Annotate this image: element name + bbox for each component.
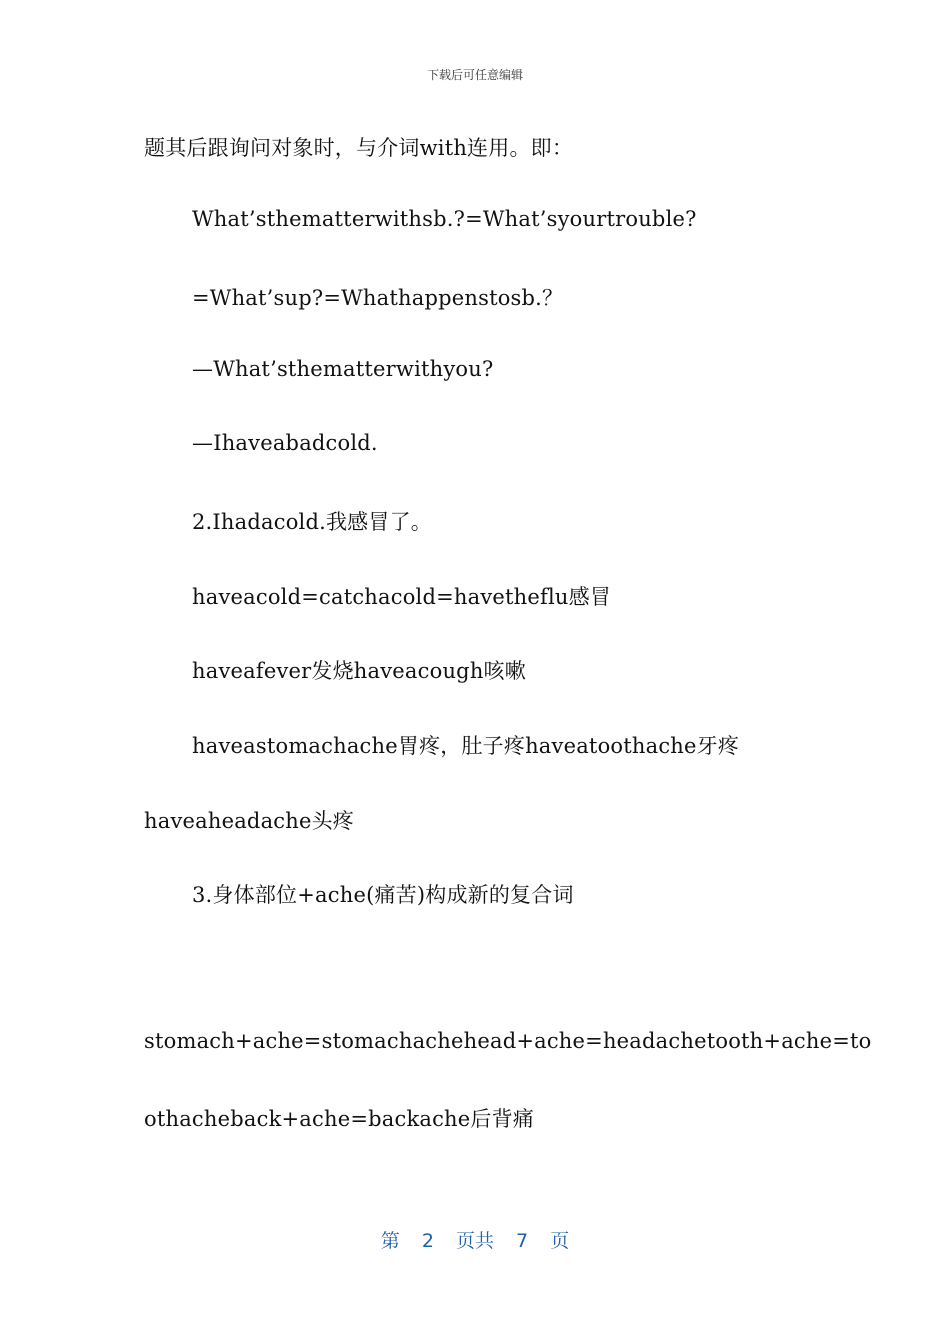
text-line-7: haveacold=catchacold=havetheflu感冒: [192, 585, 612, 609]
text-line-10: haveaheadache头疼: [144, 809, 355, 833]
text-line-1: 题其后跟询问对象时，与介词with连用。即：: [144, 136, 574, 160]
footer-page-number: 2: [421, 1230, 434, 1252]
text-line-11: 3.身体部位+ache(痛苦)构成新的复合词: [192, 883, 574, 907]
text-line-2: What’sthematterwithsb.?=What’syourtrouble?: [192, 207, 697, 231]
text-line-12: stomach+ache=stomachachehead+ache=headachetooth+ache=to: [144, 1029, 872, 1053]
text-line-8: haveafever发烧haveacough咳嗽: [192, 659, 526, 683]
footer-label-ye: 页: [550, 1230, 570, 1252]
text-line-3: =What’sup?=Whathappenstosb.？: [192, 286, 564, 310]
text-line-5: —Ihaveabadcold.: [192, 431, 378, 455]
page-footer: [0, 1226, 950, 1253]
text-line-13: othacheback+ache=backache后背痛: [144, 1107, 534, 1131]
text-line-4: —What’sthematterwithyou?: [192, 357, 494, 381]
footer-label-di: 第: [380, 1230, 400, 1252]
text-line-6: 2.Ihadacold.我感冒了。: [192, 510, 432, 534]
footer-label-ye-gong: 页共: [455, 1230, 494, 1252]
page-header: 下载后可任意编辑: [426, 68, 523, 82]
footer-total-pages: 7: [516, 1230, 529, 1252]
text-line-9: haveastomachache胃疼，肚子疼haveatoothache牙疼: [192, 734, 740, 758]
